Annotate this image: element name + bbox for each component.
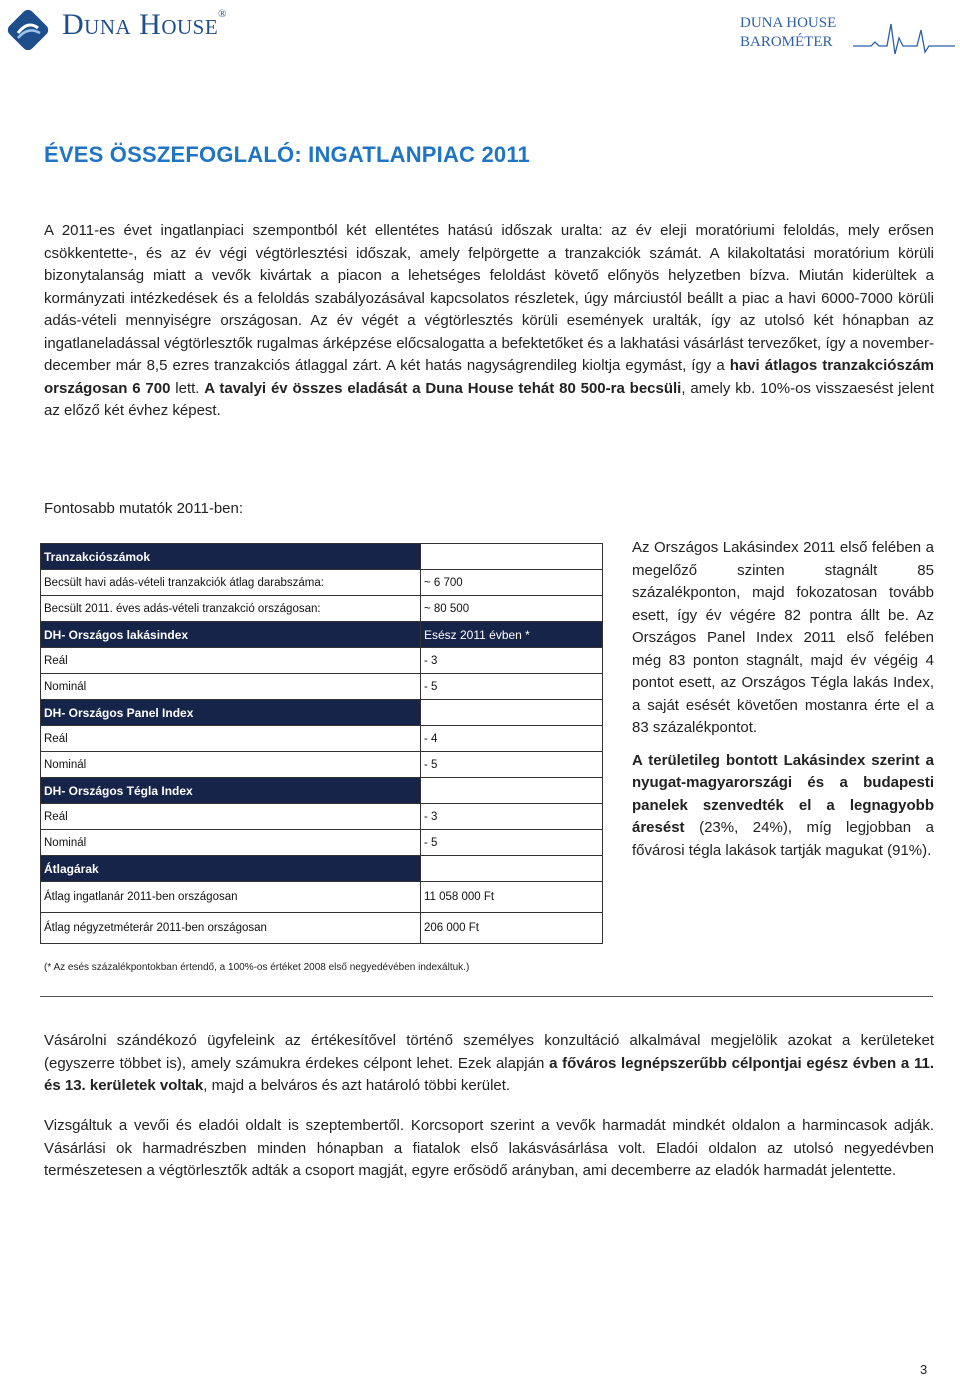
table-cell-label: Reál: [41, 726, 421, 752]
barometer-line-1: DUNA HOUSE: [740, 15, 837, 31]
barometer-logo: [740, 14, 955, 58]
table-cell-value: ~ 80 500: [421, 596, 603, 622]
table-cell-label: DH- Országos Tégla Index: [41, 778, 421, 804]
table-cell-value: ~ 6 700: [421, 570, 603, 596]
table-cell-label: Reál: [41, 804, 421, 830]
table-cell-label: Reál: [41, 648, 421, 674]
table-section-header: [41, 700, 603, 726]
table-section-header: [41, 544, 603, 570]
table-cell-value: - 5: [421, 752, 603, 778]
index-commentary-paragraph: Az Országos Lakásindex 2011 első felében a megelőző szinten stagnált 85 százalékponton, majd fokozatosan tovább esett, így év végére 82 pontra állt be. Az Országos Panel Index 2011 első felében még 83 ponton stagnált, majd év végéig 4 pontot esett, az Országos Tégla lakás Index, a saját esését követően mostanra érte el a 83 százalékpontot.: [632, 539, 934, 736]
table-cell-value: - 3: [421, 804, 603, 830]
table-section-header: [41, 778, 603, 804]
table-row: [41, 830, 603, 856]
table-cell-value: 206 000 Ft: [421, 913, 603, 944]
table-cell-value: - 5: [421, 830, 603, 856]
duna-house-logo-icon: [4, 6, 52, 54]
table-cell-value: [421, 778, 603, 804]
table-cell-label: Nominál: [41, 752, 421, 778]
table-cell-value: 11 058 000 Ft: [421, 882, 603, 913]
table-cell-label: Nominál: [41, 674, 421, 700]
table-section-header: [41, 622, 603, 648]
page-title: ÉVES ÖSSZEFOGLALÓ: INGATLANPIAC 2011: [44, 142, 530, 167]
table-cell-label: Tranzakciószámok: [41, 544, 421, 570]
table-row: [41, 674, 603, 700]
divider: [40, 996, 933, 997]
districts-paragraph: Vásárolni szándékozó ügyfeleink az értékesítővel történő személyes konzultáció alkalmával megjelölik azokat a kerületeket (egyszerre többet is), amely számukra érdekes célpont lehet. Ezek alapján a főváros legnépszerűbb célpontjai egész évben a 11. és 13. kerületek voltak, majd a belváros és azt határoló többi kerület.: [44, 1032, 934, 1094]
table-row: [41, 570, 603, 596]
table-section-header: [41, 856, 603, 882]
indicators-table: [40, 543, 603, 944]
table-row: [41, 882, 603, 913]
table-cell-label: Átlag négyzetméterár 2011-ben országosan: [41, 913, 421, 944]
survey-paragraph: Vizsgáltuk a vevői és eladói oldalt is szeptembertől. Korcsoport szerint a vevők harmadát mindkét oldalon a harmincasok adják. Vásárlási ok harmadrészben minden hónapban a fiatalok első lakásvásárlása volt. Eladói oldalon az utolsó negyedévben természetesen a végtörlesztők adták a csoport magját, egyre erősödő arányban, ami decemberre az eladók harmadát jelentette.: [44, 1117, 934, 1179]
table-row: [41, 648, 603, 674]
table-row: [41, 752, 603, 778]
page-number: 3: [920, 1362, 928, 1377]
regional-commentary-paragraph: A területileg bontott Lakásindex szerint a nyugat-magyarországi és a budapesti panelek szenvedték el a legnagyobb áresést (23%, 24%), míg legjobban a fővárosi tégla lakások tartják magukat (91%).: [632, 751, 934, 859]
index-commentary: [632, 537, 934, 872]
table-cell-value: [421, 544, 603, 570]
table-cell-label: DH- Országos lakásindex: [41, 622, 421, 648]
table-row: [41, 804, 603, 830]
table-row: [41, 596, 603, 622]
indicators-heading: Fontosabb mutatók 2011-ben:: [44, 500, 244, 517]
table-cell-label: Átlagárak: [41, 856, 421, 882]
table-cell-value: - 3: [421, 648, 603, 674]
table-cell-value: - 4: [421, 726, 603, 752]
table-footnote: (* Az esés százalékpontokban értendő, a 100%-os értéket 2008 első negyedévében indexáltuk.): [44, 962, 470, 973]
table-cell-value: [421, 856, 603, 882]
table-row: [41, 726, 603, 752]
table-cell-label: Átlag ingatlanár 2011-ben országosan: [41, 882, 421, 913]
table-cell-label: Becsült 2011. éves adás-vételi tranzakció országosan:: [41, 596, 421, 622]
table-cell-label: Nominál: [41, 830, 421, 856]
table-row: [41, 913, 603, 944]
brand-name: Duna House®: [62, 8, 228, 41]
intro-paragraph: A 2011-es évet ingatlanpiaci szempontból két ellentétes hatású időszak uralta: az év eleji moratóriumi feloldás, mely erősen csökkentette-, és az év végi végtörlesztési időszak, amely felpörgette a tranzakciók számát. A kilakoltatási moratórium körüli bizonytalanság miatt a vevők kivártak a piacon a lehetséges feloldást követő előnyös helyzetben bízva. Miután kiderültek a kormányzati intézkedések és a feloldás szabályozásával kapcsolatos részletek, úgy márciustól beállt a piac a havi 6000-7000 körüli adás-vételi mennyiségre országosan. Az év végét a végtörlesztés körüli események uralták, így az utolsó két hónapban az ingatlaneladással végtörlesztők rugalmas árképzése előcsalogatta a befektetőket és a lakhatási vásárlást tervezőket, így a november-december már 8,5 ezres tranzakciós átlaggal zárt. A két hatás nagyságrendileg kioltja egymást, így a havi átlagos tranzakciószám országosan 6 700 lett. A tavalyi év összes eladását a Duna House tehát 80 500-ra becsüli, amely kb. 10%-os visszaesést jelent az előző két évhez képest.: [44, 222, 934, 419]
table-cell-value: Esész 2011 évben *: [421, 622, 603, 648]
table-cell-value: [421, 700, 603, 726]
table-cell-label: DH- Országos Panel Index: [41, 700, 421, 726]
table-cell-label: Becsült havi adás-vételi tranzakciók átlag darabszáma:: [41, 570, 421, 596]
heartbeat-icon: [853, 18, 955, 56]
table-cell-value: - 5: [421, 674, 603, 700]
barometer-line-2: BAROMÉTER: [740, 34, 833, 50]
